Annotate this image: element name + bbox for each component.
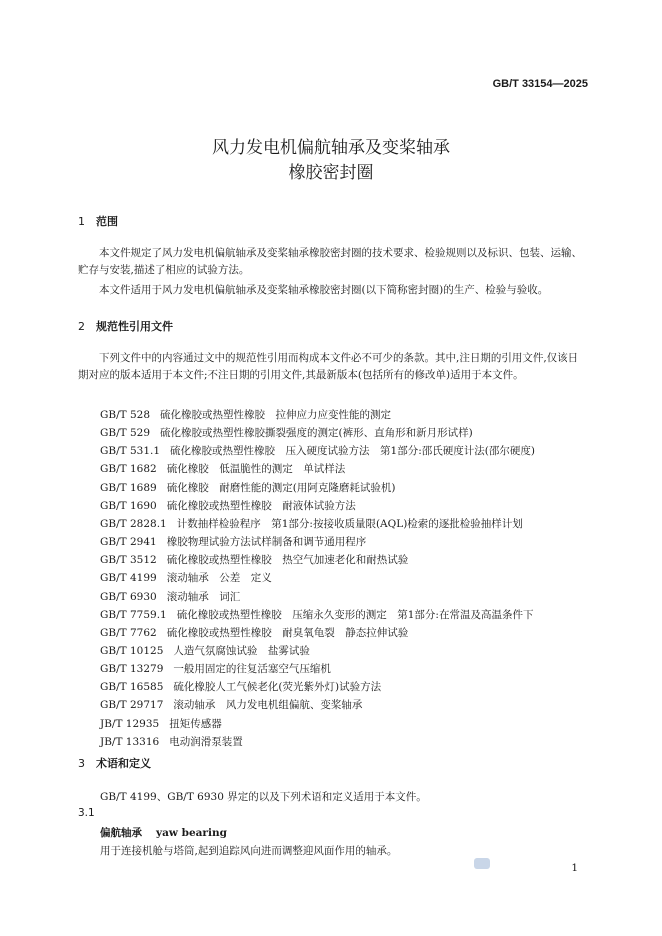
reference-code: GB/T 1682 [100,463,157,476]
term-number: 3.1 [78,807,95,819]
reference-item [100,461,345,476]
section-title: 规范性引用文件 [96,320,173,333]
reference-item [100,625,408,640]
reference-title: 硫化橡胶或热塑性橡胶 耐液体试验方法 [166,499,356,512]
reference-code: GB/T 1689 [100,481,157,494]
section-title: 范围 [96,215,118,228]
reference-title: 硫化橡胶 低温脆性的测定 单试样法 [166,463,346,476]
reference-title: 滚动轴承 词汇 [166,590,241,603]
term-chinese: 偏航轴承 [100,827,142,839]
reference-title: 硫化橡胶 耐磨性能的测定(用阿克隆磨耗试验机) [166,481,396,494]
reference-title: 硫化橡胶或热塑性橡胶 压入硬度试验方法 第1部分:邵氏硬度计法(邵尔硬度) [170,445,535,458]
reference-code: GB/T 529 [100,427,151,440]
section-3-heading [78,755,151,771]
document-title-line-2: 橡胶密封圈 [288,163,374,183]
reference-title: 硫化橡胶或热塑性橡胶 耐臭氧龟裂 静态拉伸试验 [166,626,409,639]
standard-number: GB/T 33154—2025 [492,78,588,90]
reference-code: GB/T 531.1 [100,445,161,458]
reference-item [100,552,408,567]
document-title-line-1: 风力发电机偏航轴承及变桨轴承 [212,138,450,158]
section-1-paragraph-1: 本文件规定了风力发电机偏航轴承及变桨轴承橡胶密封圈的技术要求、检验规则以及标识、包装、运输、贮存与安装,描述了相应的试验方法。 [78,247,582,276]
reference-code: GB/T 4199 [100,572,157,585]
reference-title: 硫化橡胶或热塑性橡胶 拉伸应力应变性能的测定 [160,409,392,421]
reference-item [100,607,533,622]
reference-code: GB/T 2941 [100,536,157,549]
reference-code: JB/T 12935 [100,717,160,730]
page-number: 1 [571,862,578,874]
section-number: 2 [78,320,85,333]
reference-title: 硫化橡胶或热塑性橡胶 压缩永久变形的测定 第1部分:在常温及高温条件下 [176,608,534,621]
section-number: 1 [78,215,85,228]
reference-code: GB/T 10125 [100,644,164,657]
reference-item [100,534,366,549]
section-2-heading [78,318,173,334]
reference-item [100,661,331,676]
reference-code: GB/T 29717 [100,699,164,712]
reference-code: GB/T 16585 [100,681,164,694]
reference-code: GB/T 6930 [100,590,157,603]
reference-code: JB/T 13316 [100,735,160,748]
term-entry [100,825,227,840]
reference-title: 橡胶物理试验方法试样制备和调节通用程序 [166,536,367,549]
reference-item [100,498,356,513]
reference-item [100,643,310,658]
reference-title: 一般用固定的往复活塞空气压缩机 [173,663,331,676]
reference-title: 滚动轴承 公差 定义 [166,572,272,585]
section-1-paragraph-2: 本文件适用于风力发电机偏航轴承及变桨轴承橡胶密封圈(以下简称密封圈)的生产、检验与验收。 [99,284,549,296]
reference-item [100,480,395,495]
reference-code: GB/T 528 [100,409,151,421]
reference-title: 硫化橡胶人工气候老化(荧光紫外灯)试验方法 [173,681,382,694]
reference-title: 计数抽样检验程序 第1部分:按接收质量限(AQL)检索的逐批检验抽样计划 [176,517,523,530]
reference-item [100,716,222,731]
watermark-stamp-icon [474,858,490,869]
reference-code: GB/T 13279 [100,663,164,676]
reference-item [100,407,391,422]
reference-code: GB/T 3512 [100,554,157,567]
reference-title: 硫化橡胶或热塑性橡胶 热空气加速老化和耐热试验 [166,554,409,567]
reference-item [100,443,535,458]
reference-item [100,589,240,604]
reference-item [100,697,362,712]
reference-code: GB/T 7759.1 [100,608,167,621]
section-3-paragraph-1: GB/T 4199、GB/T 6930 界定的以及下列术语和定义适用于本文件。 [100,791,427,803]
term-definition: 用于连接机舱与塔筒,起到追踪风向进而调整迎风面作用的轴承。 [100,845,398,857]
reference-item [100,679,381,694]
reference-code: GB/T 1690 [100,499,157,512]
term-english: yaw bearing [156,827,227,839]
reference-item [100,425,473,440]
reference-title: 滚动轴承 风力发电机组偏航、变桨轴承 [173,699,363,712]
reference-code: GB/T 2828.1 [100,517,167,530]
reference-title: 人造气氛腐蚀试验 盐雾试验 [173,644,310,657]
reference-title: 电动润滑泵装置 [169,735,243,748]
section-2-paragraph-1: 下列文件中的内容通过文中的规范性引用而构成本文件必不可少的条款。其中,注日期的引用文件,仅该日期对应的版本适用于本文件;不注日期的引用文件,其最新版本(包括所有的修改单)适用于本文件。 [78,352,579,381]
section-number: 3 [78,757,85,770]
section-1-heading [78,213,118,229]
reference-item [100,734,243,749]
reference-code: GB/T 7762 [100,626,157,639]
reference-title: 扭矩传感器 [169,717,222,730]
section-title: 术语和定义 [96,757,151,770]
reference-title: 硫化橡胶或热塑性橡胶撕裂强度的测定(裤形、直角形和新月形试样) [160,427,473,440]
reference-item [100,516,523,531]
reference-item [100,570,272,585]
